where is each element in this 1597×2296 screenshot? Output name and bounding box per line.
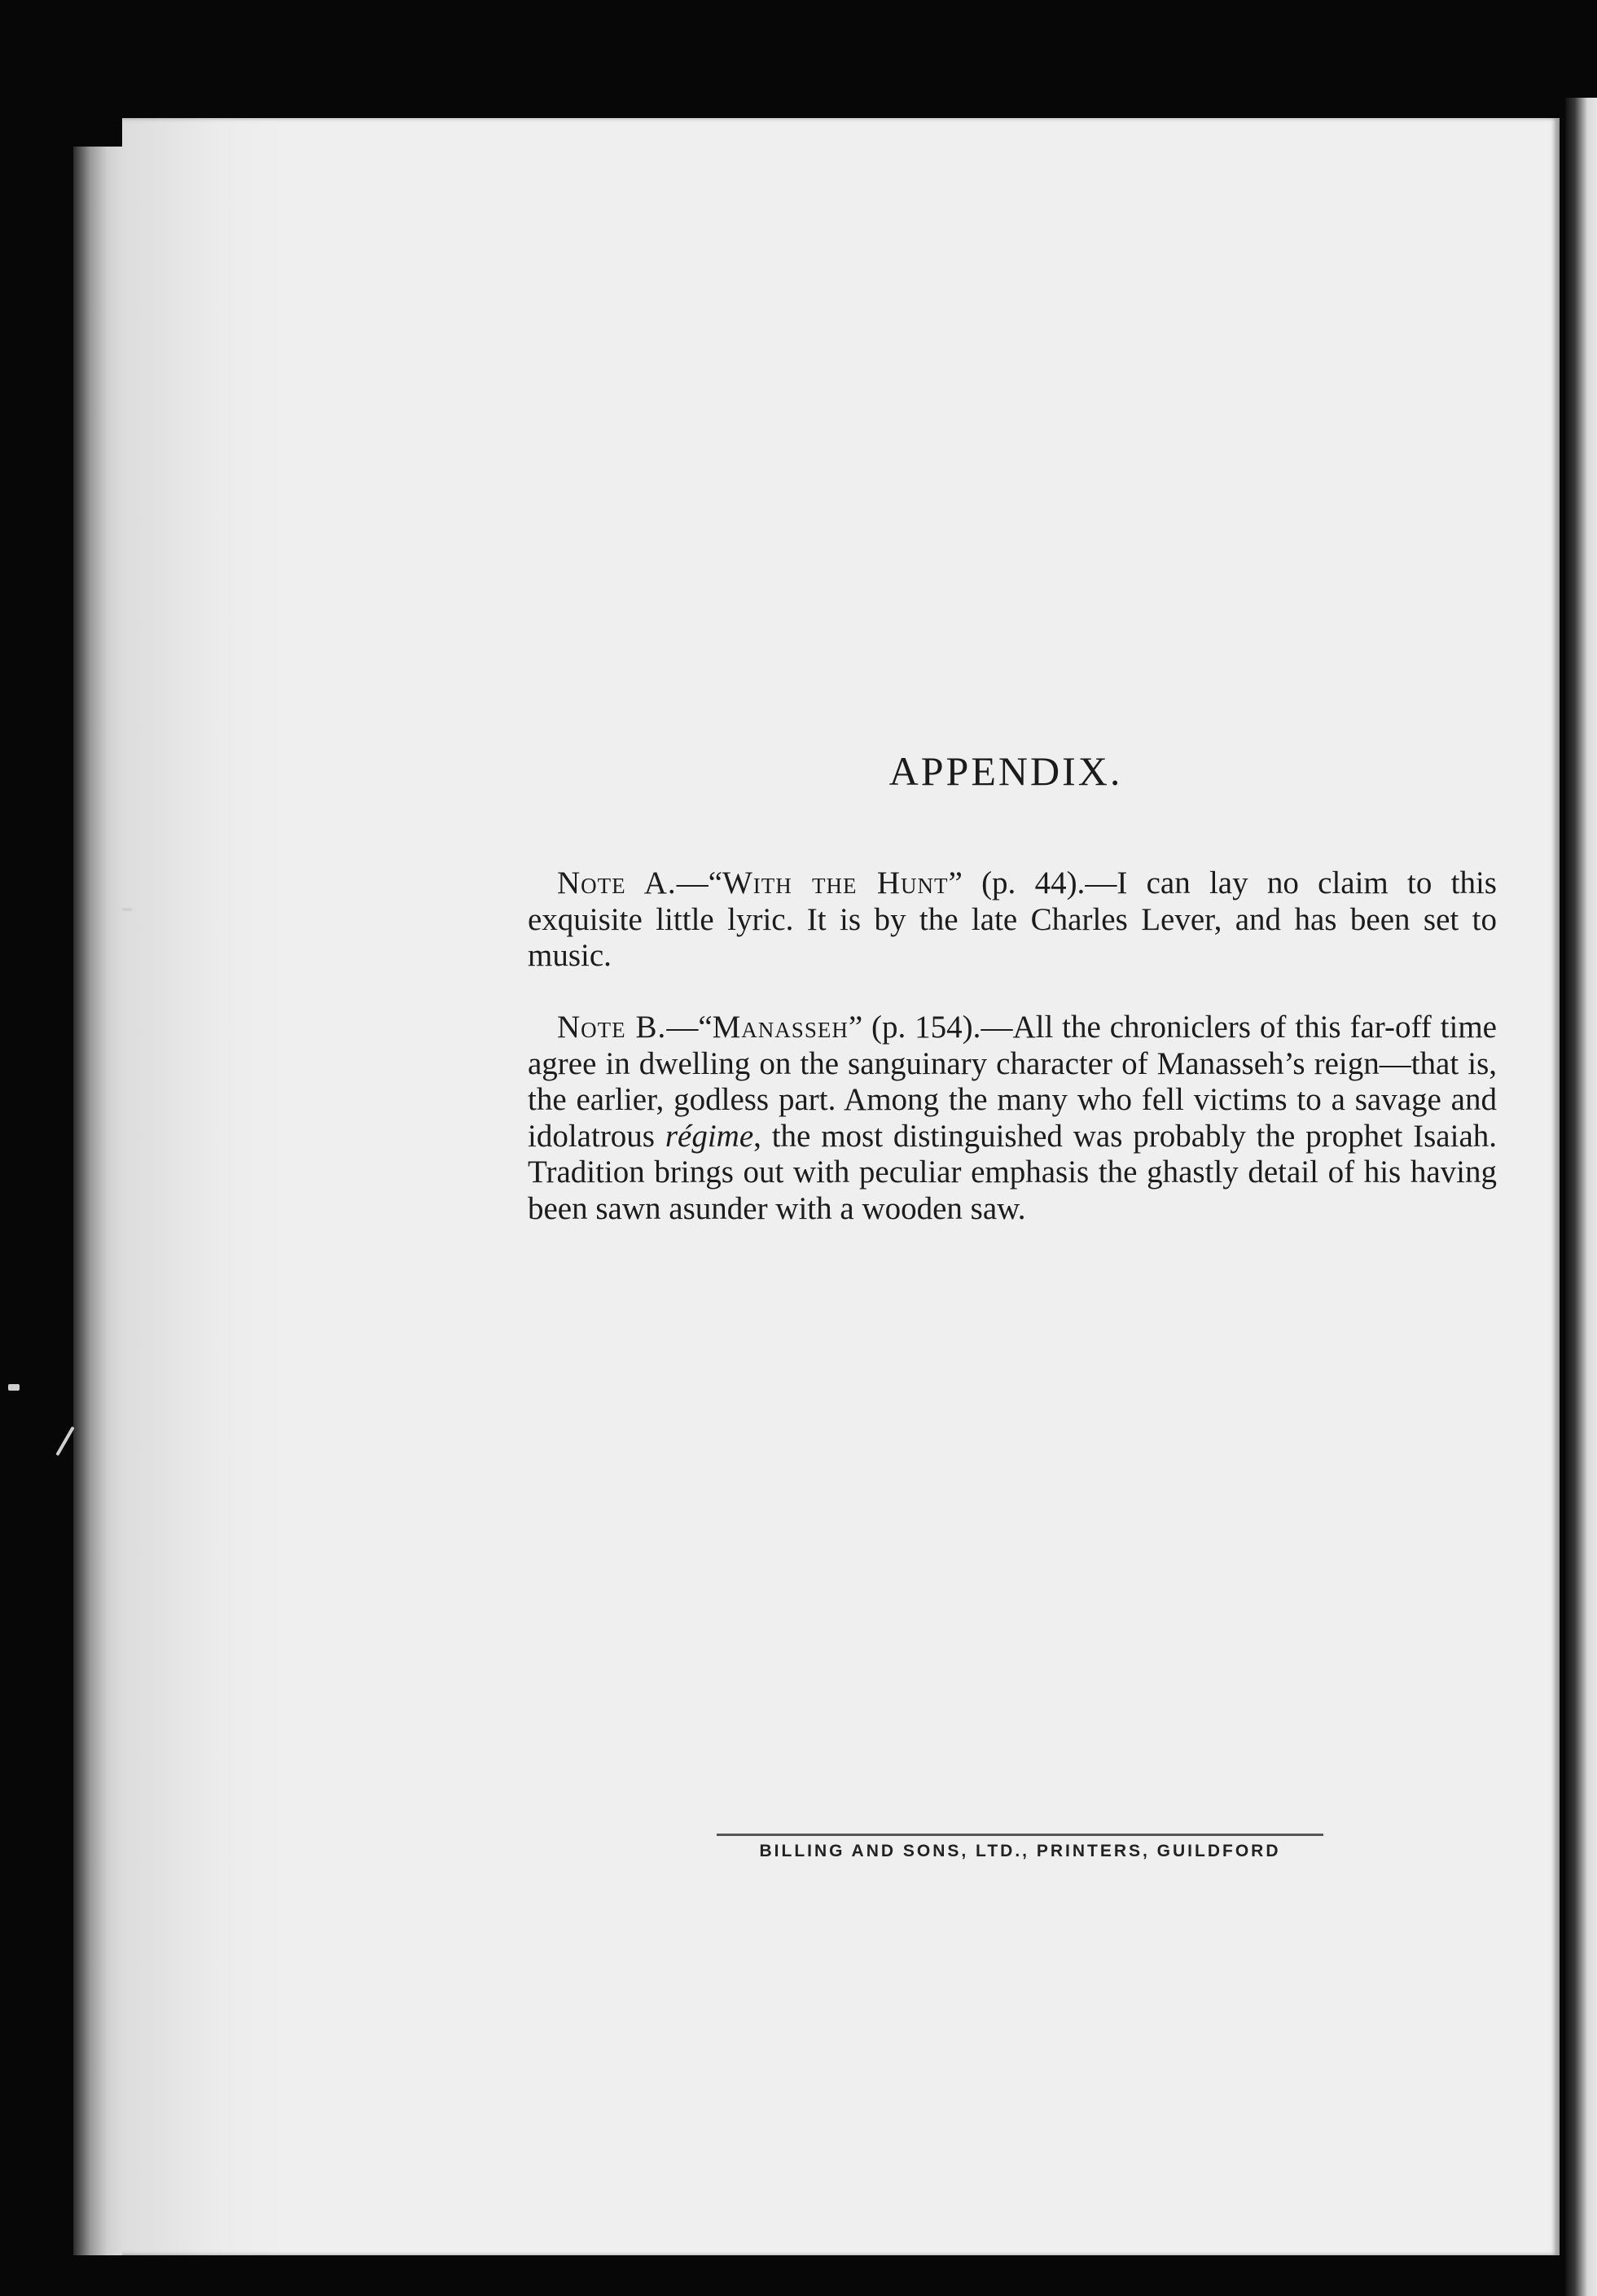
note-a-page-ref: (p. 44). xyxy=(981,865,1086,900)
note-b-text-2: , the most distinguished was probably the prophet Isaiah. Tradition brings out with peculiar emphasis the ghastly detail of his having been sawn asunder with a wooden saw. xyxy=(528,1118,1498,1226)
printer-imprint: BILLING AND SONS, LTD., PRINTERS, GUILDFORD xyxy=(759,1842,1281,1860)
note-a xyxy=(528,865,1497,975)
note-a-text: —I can lay no claim to this exquisite little lyric. It is by the late Charles Lever, and has been set to music. xyxy=(528,865,1497,973)
dust-speck xyxy=(122,908,132,911)
note-a-quote-open: —“ xyxy=(676,865,722,900)
note-a-ref-title: With the Hunt xyxy=(722,865,949,900)
dust-speck xyxy=(8,1384,20,1391)
note-b-label: Note B. xyxy=(557,1010,667,1045)
note-a-quote-close: ” xyxy=(948,865,963,900)
note-a-label: Note A. xyxy=(557,865,677,900)
note-b-quote-open: —“ xyxy=(666,1010,713,1045)
facing-page-edge xyxy=(1565,98,1597,2296)
note-b-text-1: —All the chroniclers of this far-off time agree in dwelling on the sanguinary character of Manasseh’s reign—that is, the earlier, godless part. Among the many who fell victims to a savage and idolatrous xyxy=(528,1010,1497,1154)
note-b-page-ref: (p. 154). xyxy=(871,1010,981,1045)
note-b-quote-close: ” xyxy=(848,1010,863,1045)
note-b-italic-word: régime xyxy=(665,1118,754,1154)
imprint-rule xyxy=(717,1834,1323,1836)
page-title: APPENDIX. xyxy=(888,748,1123,794)
note-b-ref-title: Manasseh xyxy=(712,1010,849,1045)
note-b xyxy=(528,1010,1497,1227)
